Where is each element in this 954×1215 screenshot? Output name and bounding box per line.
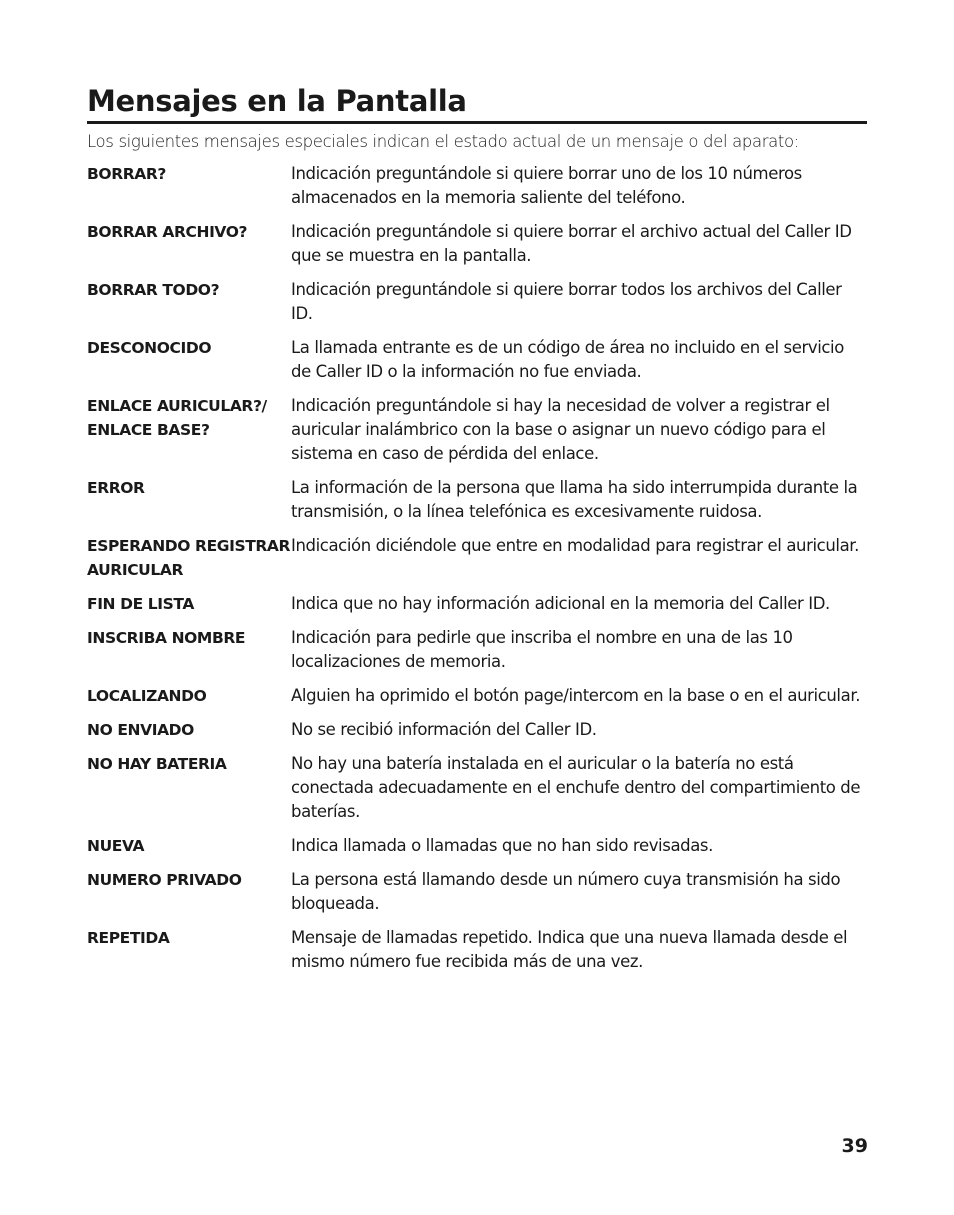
message-description: Indicación para pedirle que inscriba el nombre en una de las 10 localizaciones de memoria. bbox=[291, 628, 793, 671]
message-description: Mensaje de llamadas repetido. Indica que una nueva llamada desde el mismo número fue recibida más de una vez. bbox=[291, 928, 848, 971]
message-entry bbox=[87, 534, 867, 582]
message-term: FIN DE LISTA bbox=[87, 595, 194, 613]
message-description: No se recibió información del Caller ID. bbox=[291, 720, 597, 739]
message-term: LOCALIZANDO bbox=[87, 687, 207, 705]
page-number: 39 bbox=[841, 1135, 868, 1157]
message-term: BORRAR TODO? bbox=[87, 281, 220, 299]
message-entry bbox=[87, 592, 867, 616]
message-description: Indicación diciéndole que entre en modalidad para registrar el auricular. bbox=[291, 536, 859, 555]
message-description: Indica que no hay información adicional en la memoria del Caller ID. bbox=[291, 594, 830, 613]
message-term: DESCONOCIDO bbox=[87, 339, 212, 357]
message-description: Indica llamada o llamadas que no han sido revisadas. bbox=[291, 836, 713, 855]
message-description: Alguien ha oprimido el botón page/intercom en la base o en el auricular. bbox=[291, 686, 861, 705]
message-entry bbox=[87, 834, 867, 858]
message-term: ESPERANDO REGISTRAR AURICULAR bbox=[87, 537, 291, 579]
message-description: No hay una batería instalada en el auricular o la batería no está conectada adecuadamente en el enchufe dentro del compartimiento de baterías. bbox=[291, 754, 861, 821]
message-term: NUEVA bbox=[87, 837, 145, 855]
message-entry bbox=[87, 278, 867, 326]
message-description: Indicación preguntándole si hay la necesidad de volver a registrar el auricular inalámbrico con la base o asignar un nuevo código para el sistema en caso de pérdida del enlace. bbox=[291, 396, 830, 463]
message-description: Indicación preguntándole si quiere borrar uno de los 10 números almacenados en la memoria saliente del teléfono. bbox=[291, 164, 802, 207]
message-description: Indicación preguntándole si quiere borrar el archivo actual del Caller ID que se muestra en la pantalla. bbox=[291, 222, 852, 265]
page-content bbox=[87, 82, 867, 984]
message-term: NUMERO PRIVADO bbox=[87, 871, 242, 889]
message-entry bbox=[87, 752, 867, 824]
message-entry bbox=[87, 394, 867, 466]
message-description: La información de la persona que llama ha sido interrumpida durante la transmisión, o la línea telefónica es excesivamente ruidosa. bbox=[291, 478, 858, 521]
message-list bbox=[87, 162, 867, 974]
message-entry bbox=[87, 162, 867, 210]
message-description: La llamada entrante es de un código de área no incluido en el servicio de Caller ID o la información no fue enviada. bbox=[291, 338, 844, 381]
message-description: Indicación preguntándole si quiere borrar todos los archivos del Caller ID. bbox=[291, 280, 842, 323]
message-description: La persona está llamando desde un número cuya transmisión ha sido bloqueada. bbox=[291, 870, 841, 913]
message-term: INSCRIBA NOMBRE bbox=[87, 629, 246, 647]
message-entry bbox=[87, 868, 867, 916]
message-entry bbox=[87, 926, 867, 974]
message-term: NO HAY BATERIA bbox=[87, 755, 227, 773]
message-entry bbox=[87, 220, 867, 268]
message-entry bbox=[87, 476, 867, 524]
message-term: ENLACE AURICULAR?/ ENLACE BASE? bbox=[87, 397, 267, 439]
message-entry bbox=[87, 336, 867, 384]
message-entry bbox=[87, 684, 867, 708]
page-title: Mensajes en la Pantalla bbox=[87, 82, 867, 124]
intro-text: Los siguientes mensajes especiales indican el estado actual de un mensaje o del aparato: bbox=[87, 132, 799, 151]
message-term: NO ENVIADO bbox=[87, 721, 194, 739]
message-term: BORRAR? bbox=[87, 165, 166, 183]
message-entry bbox=[87, 718, 867, 742]
message-entry bbox=[87, 626, 867, 674]
message-term: BORRAR ARCHIVO? bbox=[87, 223, 248, 241]
message-term: ERROR bbox=[87, 479, 145, 497]
message-term: REPETIDA bbox=[87, 929, 170, 947]
